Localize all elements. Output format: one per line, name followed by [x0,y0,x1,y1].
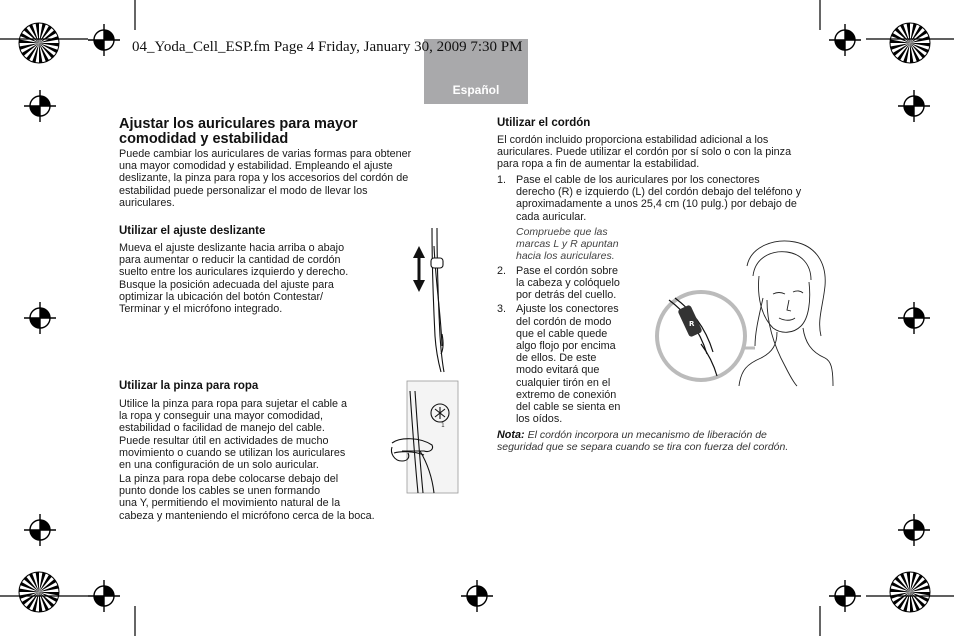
text-line: derecho (R) e izquierdo (L) del cordón debajo del teléfono y [516,186,802,199]
crosshair-icon [898,302,930,334]
text-line: estabilidad puede personalizar el modo de llevar los [119,184,368,197]
text-line: Pase el cable de los auriculares por los conectores [516,174,760,186]
text-line: Utilice la pinza para ropa para sujetar el cable a [119,398,348,410]
text-line: una mayor comodidad y estabilidad. Empleando el ajuste [119,160,393,173]
text-line: La pinza para ropa debe colocarse debajo del [119,473,339,485]
starburst-target-icon [889,571,931,613]
note-text: seguridad que se separa cuando se tira con fuerza del cordón. [497,441,789,454]
starburst-target-icon [18,571,60,613]
text-line: Mueva el ajuste deslizante hacia arriba o abajo [119,242,345,254]
step-number: 3. [497,303,507,316]
text-line: Busque la posición adecuada del ajuste para [119,278,334,291]
intro-paragraph [119,148,464,209]
crosshair-icon [24,302,56,334]
text-line: hacia los auriculares. [516,249,615,262]
text-line: estabilidad o facilidad de manejo del cable. [119,422,325,435]
section-title-line: comodidad y estabilidad [119,131,289,147]
note-label: Nota: [497,429,525,441]
text-line: punto donde los cables se unen formando [119,485,321,498]
starburst-target-icon [18,22,60,64]
starburst-target-icon [889,22,931,64]
text-line: marcas L y R apuntan [516,237,619,250]
slider-heading: Utilizar el ajuste deslizante [119,225,266,237]
crosshair-icon [898,90,930,122]
section-title-line: Ajustar los auriculares para mayor [119,116,358,132]
text-line: del cordón de modo [516,315,612,328]
text-line: la cabeza y colóquelo [516,277,620,290]
svg-text:1: 1 [441,422,445,429]
text-line: Terminar y el micrófono integrado. [119,303,283,316]
text-line: deslizante, la pinza para ropa y los accesorios del cordón de [119,172,409,185]
text-line: del cable se sienta en [516,401,621,414]
language-tab-label: Español [452,83,500,97]
section-title [119,117,459,147]
text-line: auriculares. Puede utilizar el cordón por sí solo o con la pinza [497,146,792,159]
text-line: cualquier tirón en el [516,376,611,389]
crosshair-icon [88,580,120,612]
crosshair-icon [88,24,120,56]
slider-paragraph [119,242,399,315]
text-line: Compruebe que las [516,225,608,238]
connector-label: R [689,320,695,328]
clip-paragraph [119,398,399,471]
text-line: de ellos. De este [516,352,597,365]
crosshair-icon [898,514,930,546]
text-line: Ajuste los conectores [516,303,619,316]
text-line: extremo de conexión [516,388,617,401]
text-line: modo evitará que [516,364,600,377]
text-line: algo flojo por encima [516,340,616,353]
crosshair-icon [24,514,56,546]
text-line: auriculares. [119,196,175,209]
text-line: una Y, permitiendo el movimiento natural de la [119,497,341,510]
text-line: en una configuración de un solo auricular. [119,459,319,472]
slider-illustration [405,226,455,372]
crosshair-icon [24,90,56,122]
text-line: optimizar la ubicación del botón Contestar/ [119,290,324,303]
text-line: Puede cambiar los auriculares de varias formas para obtener [119,148,412,160]
step-number: 2. [497,264,507,277]
note-text: El cordón incorpora un mecanismo de liberación de [527,429,767,441]
text-line: El cordón incluido proporciona estabilidad adicional a los [497,134,769,146]
text-line: Puede resultar útil en actividades de mucho [119,434,329,447]
safety-note [497,429,842,453]
text-line: para aumentar o reducir la cantidad de cordón [119,254,341,267]
print-header: 04_Yoda_Cell_ESP.fm Page 4 Friday, January 30, 2009 7:30 PM [132,39,523,55]
crosshair-icon [829,24,861,56]
text-line: que el cable quede [516,327,608,340]
text-line: movimiento o cuando se utilizan los auriculares [119,446,346,459]
crosshair-icon [829,580,861,612]
text-line: cada auricular. [516,210,587,223]
text-line: cabeza y manteniendo el micrófono cerca de la boca. [119,509,375,522]
crosshair-icon [461,580,493,612]
text-line: aproximadamente a unos 25,4 cm (10 pulg.) por debajo de [516,198,797,211]
text-line: la ropa y conseguir una mayor comodidad, [119,410,324,423]
text-line: Pase el cordón sobre [516,264,619,277]
step-number: 1. [497,174,507,186]
text-line: suelto entre los auriculares izquierdo y derecho. [119,266,349,279]
text-line: para ropa a fin de aumentar la estabilidad. [497,158,700,171]
text-line: por detrás del cuello. [516,289,617,302]
text-line: los oídos. [516,413,563,426]
cord-usage-illustration [655,236,833,386]
cord-intro-paragraph [497,134,842,171]
clip-paragraph-2 [119,473,419,522]
clothing-clip-illustration [390,381,458,493]
cord-heading: Utilizar el cordón [497,117,591,129]
clip-heading: Utilizar la pinza para ropa [119,380,259,392]
